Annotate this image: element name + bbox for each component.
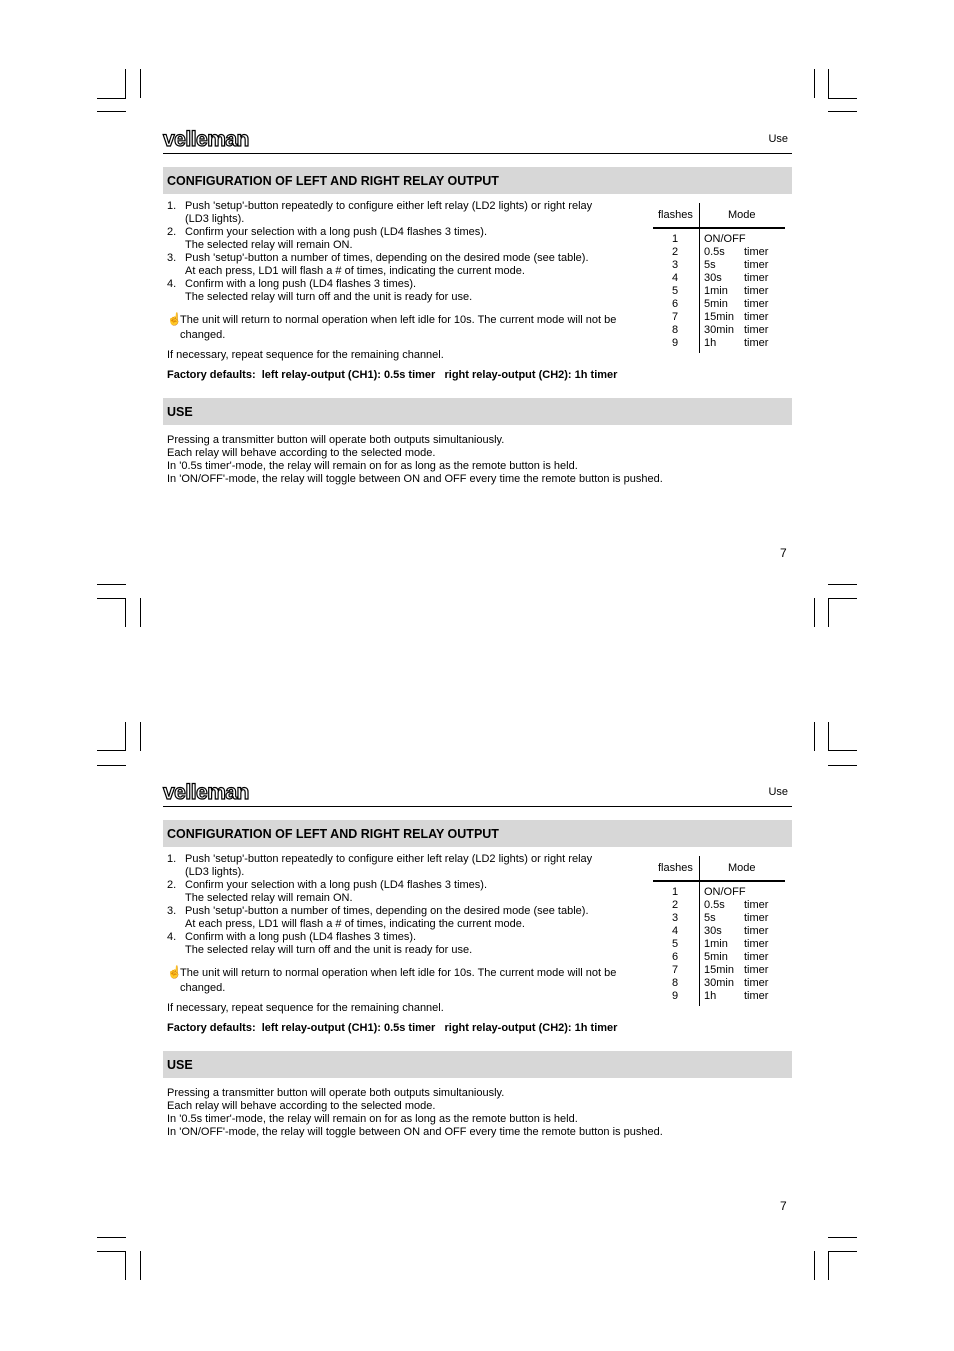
crop-mark xyxy=(97,765,126,766)
table-cell: 1 xyxy=(672,233,679,245)
table-cell: timer xyxy=(744,925,769,937)
table-cell: 5min xyxy=(704,951,728,963)
table-cell: 5 xyxy=(672,938,679,950)
table-cell: 15min xyxy=(704,311,734,323)
table-cell: 9 xyxy=(672,337,679,349)
table-header-mode: Mode xyxy=(728,862,756,874)
steps-list xyxy=(167,200,627,304)
table-cell: 7 xyxy=(672,964,679,976)
table-cell: timer xyxy=(744,938,769,950)
repeat-text: If necessary, repeat sequence for the remaining channel. xyxy=(167,1002,444,1014)
table-cell: timer xyxy=(744,899,769,911)
table-cell: 1min xyxy=(704,938,728,950)
table-cell: timer xyxy=(744,977,769,989)
crop-mark xyxy=(140,69,141,98)
table-cell: ON/OFF xyxy=(704,233,746,245)
note: ☝ The unit will return to normal operation when left idle for 10s. The current mode will not be changed. xyxy=(167,312,617,341)
table-row xyxy=(653,951,785,964)
page-header xyxy=(163,781,792,807)
table-cell: timer xyxy=(744,951,769,963)
pointing-hand-icon: ☝ xyxy=(167,965,182,979)
pointing-hand-icon: ☝ xyxy=(167,312,182,326)
table-cell: timer xyxy=(744,990,769,1002)
list-item: 1. Push 'setup'-button repeatedly to configure either left relay (LD2 lights) or right relay (LD3 lights). xyxy=(167,853,593,878)
config-body xyxy=(163,167,792,387)
use-text: Pressing a transmitter button will operate both outputs simultaniously. Each relay will behave according to the selected mode. In '0.5s timer'-mode, the relay will remain on for as long as the remote button is held. In 'ON/OFF'-mode, the relay will toggle between ON and OFF every time the remote button is pushed. xyxy=(167,1087,663,1138)
crop-mark xyxy=(828,111,857,112)
table-row xyxy=(653,298,785,311)
table-row xyxy=(653,977,785,990)
config-body xyxy=(163,820,792,1040)
table-cell: 1h xyxy=(704,337,717,349)
section-label: Use xyxy=(768,786,788,798)
page-number: 7 xyxy=(780,546,787,560)
table-cell: 4 xyxy=(672,925,679,937)
table-row xyxy=(653,233,785,246)
crop-mark xyxy=(125,598,126,627)
crop-mark xyxy=(814,598,815,627)
note: ☝ The unit will return to normal operation when left idle for 10s. The current mode will not be changed. xyxy=(167,965,617,994)
crop-mark xyxy=(828,69,829,98)
table-header-flashes: flashes xyxy=(658,862,693,874)
crop-mark xyxy=(140,1251,141,1280)
table-cell: 2 xyxy=(672,899,679,911)
table-header-flashes: flashes xyxy=(658,209,693,221)
list-item: 2. Confirm your selection with a long push (LD4 flashes 3 times). The selected relay will remain ON. xyxy=(167,879,488,904)
table-cell: 8 xyxy=(672,324,679,336)
crop-mark xyxy=(97,1251,126,1252)
mode-table xyxy=(653,203,785,353)
crop-mark xyxy=(828,98,857,99)
table-row xyxy=(653,246,785,259)
repeat-text: If necessary, repeat sequence for the remaining channel. xyxy=(167,349,444,361)
table-cell: 3 xyxy=(672,912,679,924)
table-cell: 15min xyxy=(704,964,734,976)
table-cell: 9 xyxy=(672,990,679,1002)
table-row xyxy=(653,324,785,337)
crop-mark xyxy=(828,1251,829,1280)
page-header xyxy=(163,128,792,154)
table-cell: 30min xyxy=(704,324,734,336)
config-heading: CONFIGURATION OF LEFT AND RIGHT RELAY OUTPUT xyxy=(167,174,499,188)
table-row xyxy=(653,964,785,977)
table-cell: timer xyxy=(744,246,769,258)
crop-mark xyxy=(828,765,857,766)
factory-defaults: Factory defaults: left relay-output (CH1): 0.5s timer right relay-output (CH2): 1h timer xyxy=(167,1022,618,1034)
table-row xyxy=(653,938,785,951)
table-cell: 30min xyxy=(704,977,734,989)
table-cell: timer xyxy=(744,298,769,310)
page-number: 7 xyxy=(780,1199,787,1213)
table-cell: timer xyxy=(744,272,769,284)
use-heading: USE xyxy=(167,405,193,419)
table-row xyxy=(653,925,785,938)
table-row xyxy=(653,272,785,285)
list-item: 4. Confirm with a long push (LD4 flashes 3 times). The selected relay will turn off and the unit is ready for use. xyxy=(167,931,473,956)
crop-mark xyxy=(125,69,126,98)
crop-mark xyxy=(140,598,141,627)
table-cell: 7 xyxy=(672,311,679,323)
velleman-logo: velleman xyxy=(163,128,249,151)
table-cell: timer xyxy=(744,311,769,323)
crop-mark xyxy=(828,1237,857,1238)
table-cell: 2 xyxy=(672,246,679,258)
table-header-mode: Mode xyxy=(728,209,756,221)
table-cell: timer xyxy=(744,337,769,349)
config-heading: CONFIGURATION OF LEFT AND RIGHT RELAY OUTPUT xyxy=(167,827,499,841)
table-cell: 5 xyxy=(672,285,679,297)
crop-mark xyxy=(140,722,141,751)
table-cell: ON/OFF xyxy=(704,886,746,898)
table-cell: 3 xyxy=(672,259,679,271)
crop-mark xyxy=(828,750,857,751)
list-item: 2. Confirm your selection with a long push (LD4 flashes 3 times). The selected relay will remain ON. xyxy=(167,226,488,251)
table-cell: 6 xyxy=(672,951,679,963)
crop-mark xyxy=(97,98,126,99)
table-cell: timer xyxy=(744,324,769,336)
table-cell: 30s xyxy=(704,272,722,284)
list-item: 4. Confirm with a long push (LD4 flashes 3 times). The selected relay will turn off and the unit is ready for use. xyxy=(167,278,473,303)
mode-table xyxy=(653,856,785,1006)
crop-mark xyxy=(97,111,126,112)
table-cell: 1 xyxy=(672,886,679,898)
table-cell: 1min xyxy=(704,285,728,297)
table-row xyxy=(653,259,785,272)
crop-mark xyxy=(814,722,815,751)
use-heading: USE xyxy=(167,1058,193,1072)
table-row xyxy=(653,886,785,899)
crop-mark xyxy=(97,750,126,751)
table-cell: timer xyxy=(744,964,769,976)
table-cell: timer xyxy=(744,259,769,271)
crop-mark xyxy=(814,69,815,98)
table-cell: 30s xyxy=(704,925,722,937)
table-cell: 4 xyxy=(672,272,679,284)
velleman-logo: velleman xyxy=(163,781,249,804)
table-cell: 5s xyxy=(704,259,716,271)
crop-mark xyxy=(97,584,126,585)
crop-mark xyxy=(828,598,829,627)
crop-mark xyxy=(828,722,829,751)
table-row xyxy=(653,899,785,912)
list-item: 3. Push 'setup'-button a number of times, depending on the desired mode (see table). At each press, LD1 will flash a # of times, indicating the current mode. xyxy=(167,905,589,930)
table-row xyxy=(653,337,785,350)
section-label: Use xyxy=(768,133,788,145)
table-cell: timer xyxy=(744,285,769,297)
table-cell: 0.5s xyxy=(704,246,725,258)
use-heading-bar xyxy=(163,1051,792,1078)
crop-mark xyxy=(828,1251,857,1252)
steps-list xyxy=(167,853,627,957)
use-heading-bar xyxy=(163,398,792,425)
table-cell: 5s xyxy=(704,912,716,924)
table-row xyxy=(653,311,785,324)
list-item: 1. Push 'setup'-button repeatedly to configure either left relay (LD2 lights) or right relay (LD3 lights). xyxy=(167,200,593,225)
table-cell: timer xyxy=(744,912,769,924)
table-row xyxy=(653,285,785,298)
table-cell: 5min xyxy=(704,298,728,310)
table-cell: 0.5s xyxy=(704,899,725,911)
crop-mark xyxy=(828,584,857,585)
list-item: 3. Push 'setup'-button a number of times, depending on the desired mode (see table). At each press, LD1 will flash a # of times, indicating the current mode. xyxy=(167,252,589,277)
crop-mark xyxy=(125,1251,126,1280)
crop-mark xyxy=(814,1251,815,1280)
table-row xyxy=(653,912,785,925)
table-cell: 8 xyxy=(672,977,679,989)
factory-defaults: Factory defaults: left relay-output (CH1): 0.5s timer right relay-output (CH2): 1h timer xyxy=(167,369,618,381)
table-cell: 6 xyxy=(672,298,679,310)
crop-mark xyxy=(97,1237,126,1238)
use-text: Pressing a transmitter button will operate both outputs simultaniously. Each relay will behave according to the selected mode. In '0.5s timer'-mode, the relay will remain on for as long as the remote button is held. In 'ON/OFF'-mode, the relay will toggle between ON and OFF every time the remote button is pushed. xyxy=(167,434,663,485)
table-row xyxy=(653,990,785,1003)
crop-mark xyxy=(97,598,126,599)
crop-mark xyxy=(828,598,857,599)
table-cell: 1h xyxy=(704,990,717,1002)
crop-mark xyxy=(125,722,126,751)
